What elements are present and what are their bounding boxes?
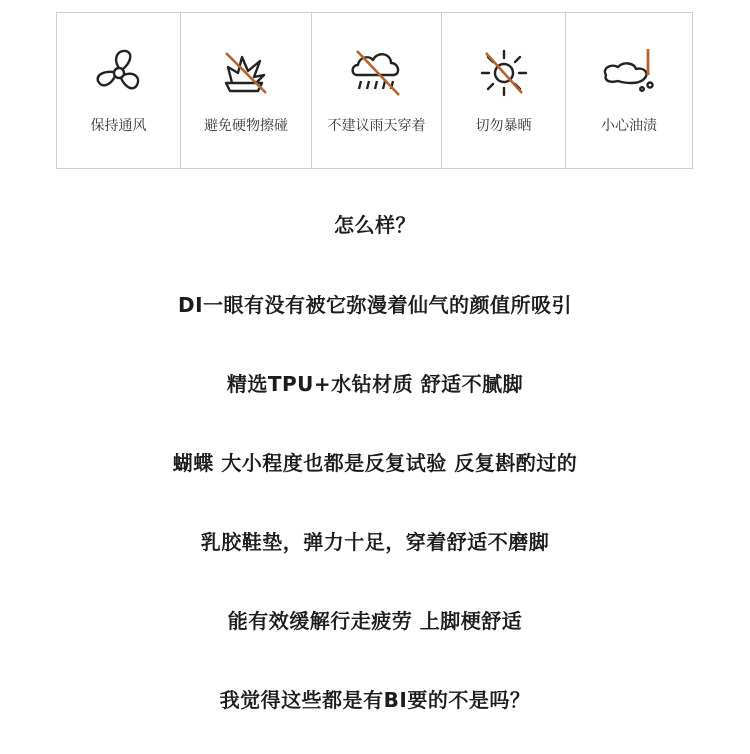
no-rain-icon bbox=[347, 45, 407, 101]
copy-line-butterfly: 蝴蝶 大小程度也都是反复试验 反复斟酌过的 bbox=[172, 451, 578, 475]
copy-line-comfort: 能有效缓解行走疲劳 上脚梗舒适 bbox=[227, 609, 523, 633]
care-item-ventilation bbox=[57, 13, 181, 168]
copy-line-question: 怎么样？ bbox=[334, 213, 416, 237]
care-label-oil-stain: 小心油渍 bbox=[601, 118, 657, 134]
care-label-no-rain: 不建议雨天穿着 bbox=[327, 118, 426, 134]
copy-line-material: 精选TPU+水钻材质 舒适不腻脚 bbox=[226, 372, 524, 396]
oil-stain-icon bbox=[598, 45, 660, 101]
no-sun-icon bbox=[476, 45, 532, 101]
care-label-ventilation: 保持通风 bbox=[90, 118, 147, 134]
no-collision-icon bbox=[218, 45, 274, 101]
care-item-no-sun bbox=[442, 13, 566, 168]
care-item-no-rain bbox=[312, 13, 442, 168]
care-instructions-panel bbox=[56, 12, 693, 169]
copy-line-closing: 我觉得这些都是有BI要的不是吗？ bbox=[219, 688, 531, 712]
copy-line-appearance: DI一眼有没有被它弥漫着仙气的颜值所吸引 bbox=[177, 293, 573, 317]
care-item-oil-stain bbox=[566, 13, 692, 168]
care-label-no-sun: 切勿暴晒 bbox=[475, 118, 532, 134]
care-item-no-collision bbox=[181, 13, 312, 168]
fan-icon bbox=[91, 45, 147, 101]
copy-line-insole: 乳胶鞋垫，弹力十足，穿着舒适不磨脚 bbox=[200, 530, 550, 554]
care-label-no-collision: 避免硬物擦碰 bbox=[204, 118, 288, 134]
